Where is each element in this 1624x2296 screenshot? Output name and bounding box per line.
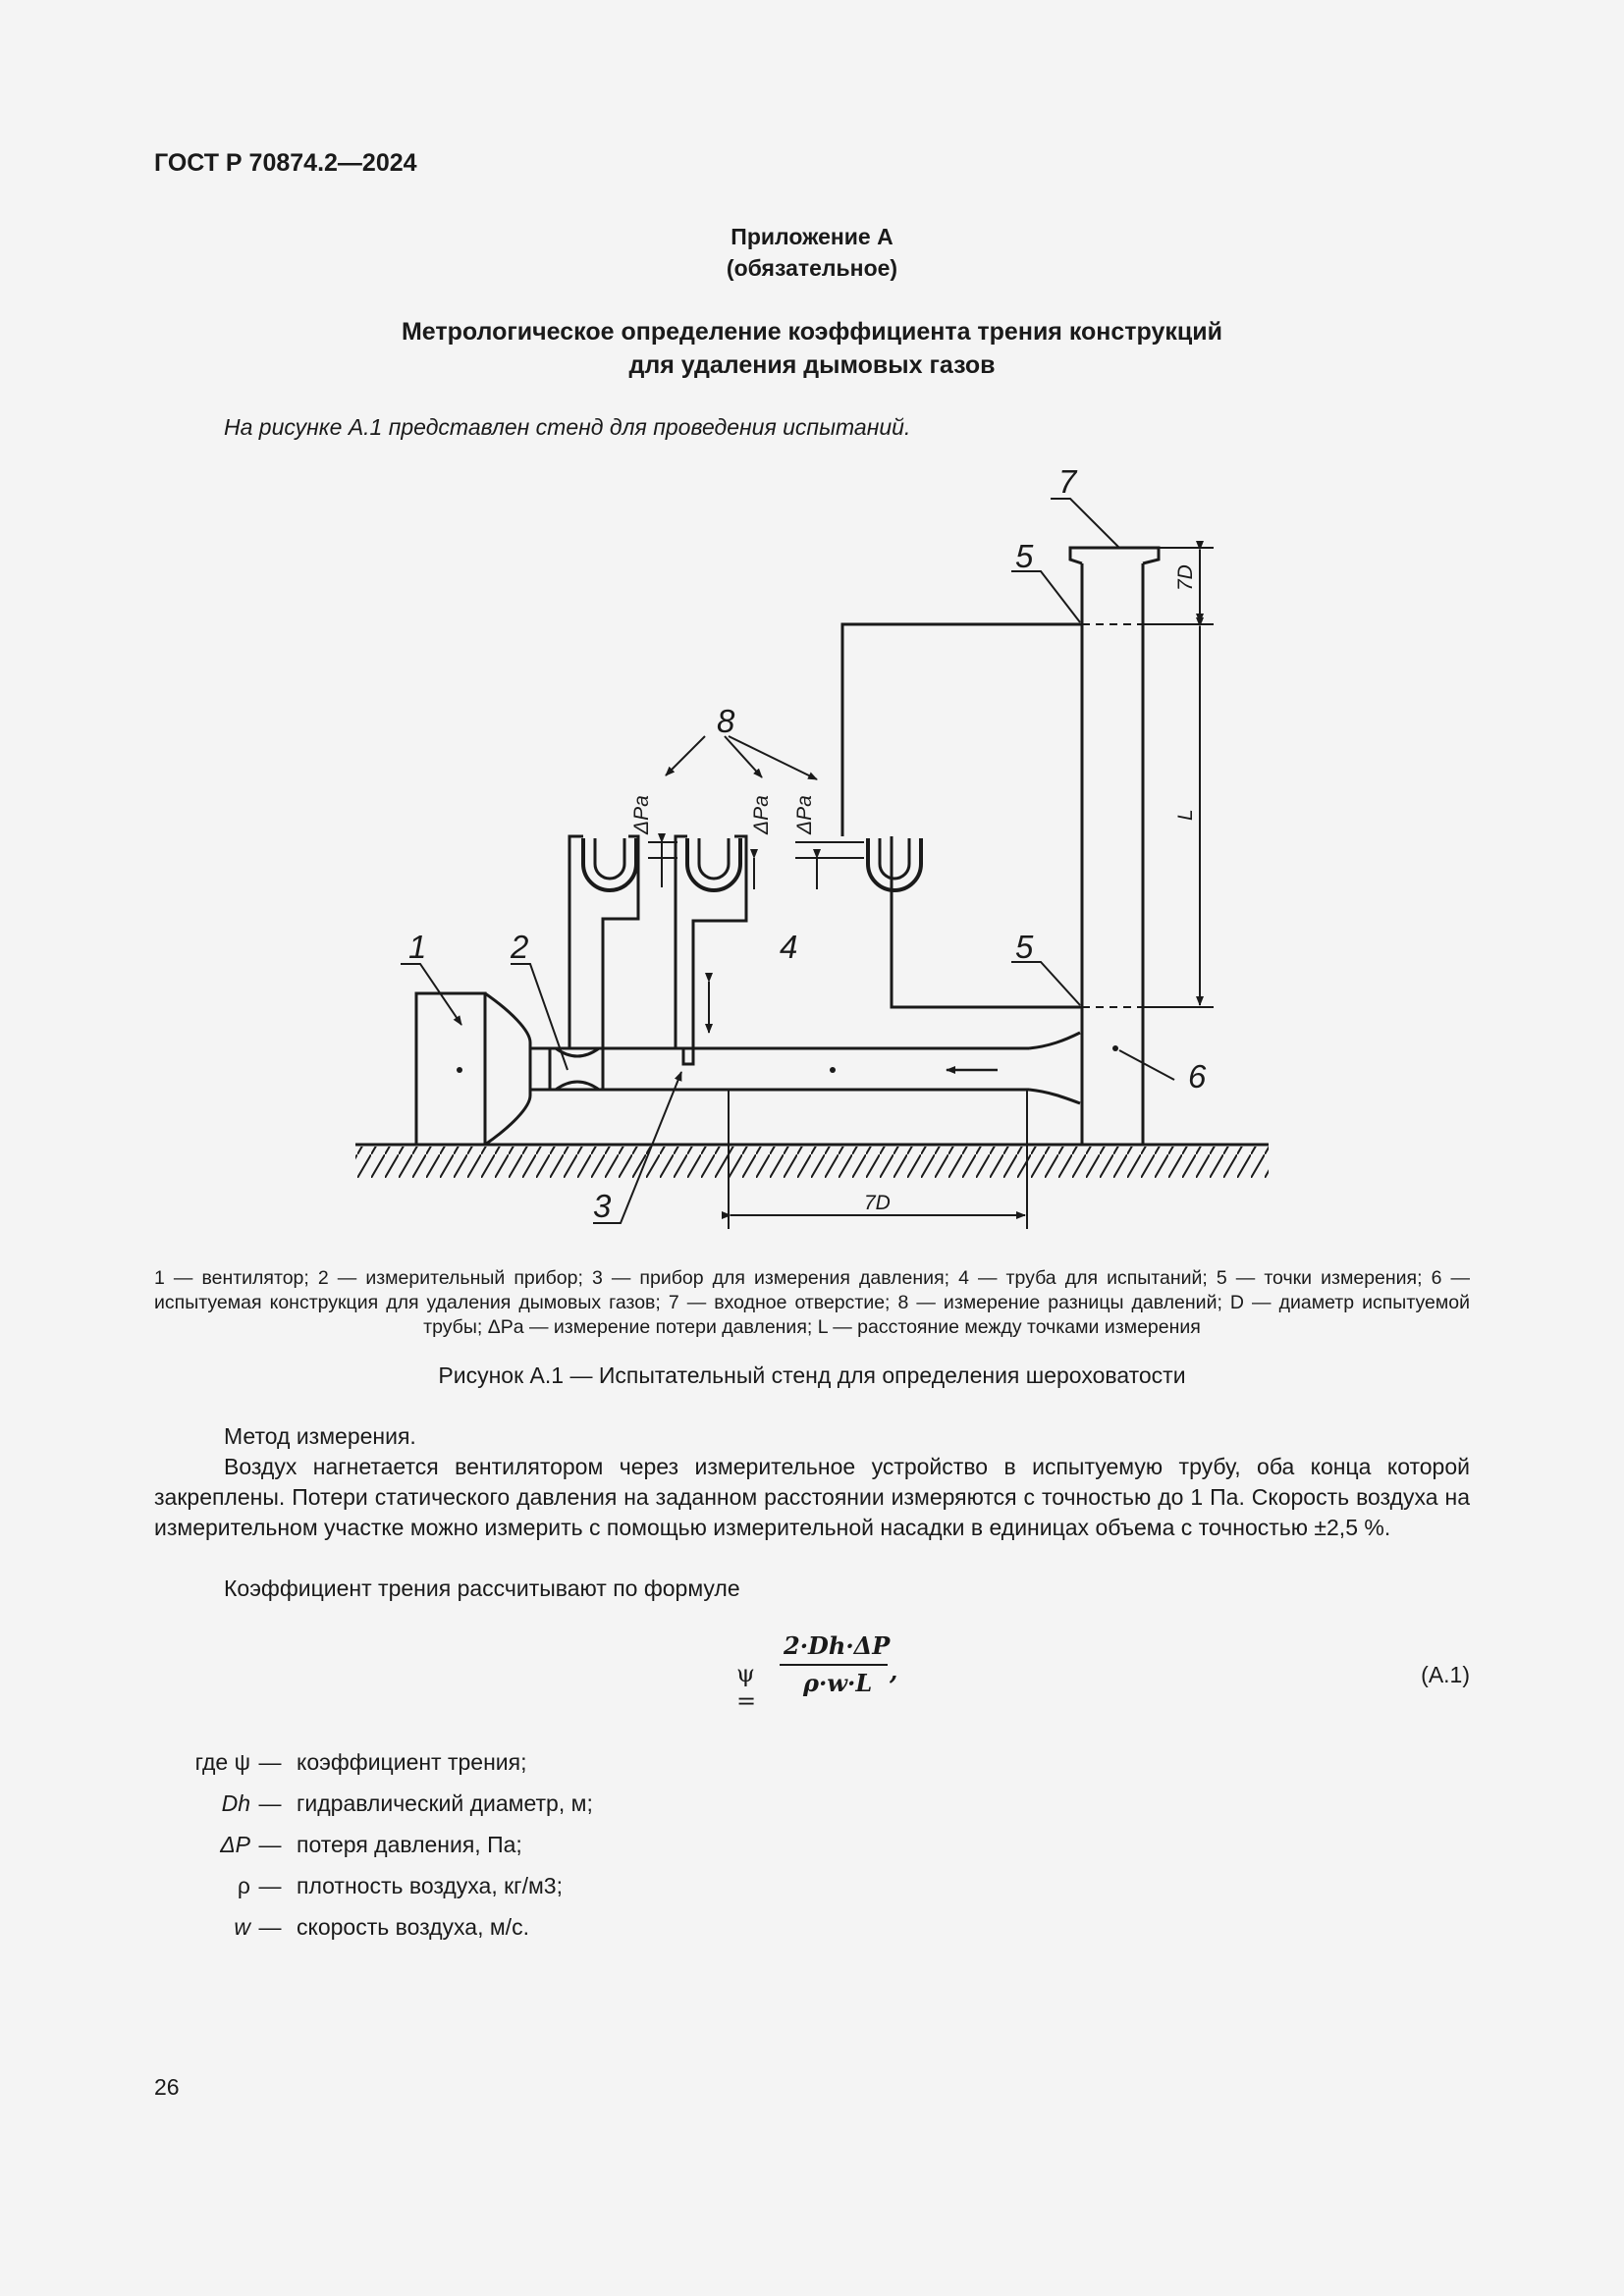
- pressure-probe: [683, 1048, 693, 1064]
- where-symbol: w: [234, 1914, 250, 1940]
- appendix-title-line2: для удаления дымовых газов: [628, 351, 996, 379]
- callout-4: 4: [780, 929, 798, 965]
- tap-tube-1: [569, 836, 638, 1048]
- where-text: плотность воздуха, кг/м3;: [297, 1873, 563, 1898]
- intro-text: На рисунке А.1 представлен стенд для проведения испытаний.: [224, 414, 911, 440]
- connector-line: [842, 624, 1082, 1007]
- formula-intro: Коэффициент трения рассчитывают по формуле: [224, 1575, 740, 1601]
- document-header: ГОСТ Р 70874.2—2024: [154, 149, 417, 177]
- method-heading: Метод измерения.: [224, 1423, 416, 1449]
- dim-label-7d-bottom: 7D: [864, 1192, 891, 1214]
- where-text: скорость воздуха, м/с.: [297, 1914, 529, 1940]
- fraction-bar: [780, 1664, 888, 1666]
- where-symbol: где ψ: [194, 1749, 250, 1775]
- manometer-2: [687, 838, 740, 890]
- appendix-status: (обязательное): [726, 255, 898, 281]
- where-symbol: ΔP: [220, 1832, 250, 1857]
- inlet-bellmouth: [1070, 548, 1159, 563]
- dp-label-2: ΔPa: [750, 795, 773, 834]
- formula-number: (А.1): [1421, 1662, 1470, 1687]
- appendix-label: Приложение А: [731, 224, 893, 249]
- where-text: гидравлический диаметр, м;: [297, 1790, 593, 1816]
- appendix-title-line1: Метрологическое определение коэффициента трения конструкций: [401, 318, 1223, 346]
- formula-lhs: ψ =: [736, 1660, 757, 1715]
- figure-caption: Рисунок А.1 — Испытательный стенд для определения шероховатости: [438, 1362, 1186, 1388]
- callout-6: 6: [1188, 1058, 1207, 1095]
- where-symbol: Dh: [221, 1790, 250, 1816]
- dim-label-7d-top: 7D: [1174, 564, 1197, 591]
- fan-body: [416, 993, 485, 1145]
- callout-5-bottom: 5: [1015, 929, 1034, 965]
- formula-numerator: 2·Dh·ΔP: [784, 1631, 891, 1660]
- page-number: 26: [154, 2074, 180, 2100]
- callout-3: 3: [593, 1188, 612, 1224]
- method-paragraph: Воздух нагнетается вентилятором через измерительное устройство в испытуемую трубу, оба конца которой закреплены. Потери статического давления на заданном расстоянии измеряются с точностью до 1 Па. Скорость воздуха на измерительном участке можно измерить с помощью измерительной насадки в единицах объема с точностью ±2,5 %.: [154, 1454, 1470, 1540]
- manometer-3: [868, 838, 921, 890]
- dp-label-3: ΔPa: [793, 795, 816, 834]
- ground-hatch: [355, 1147, 1269, 1178]
- callout-8: 8: [717, 703, 735, 739]
- callout-1: 1: [408, 929, 427, 965]
- where-text: потеря давления, Па;: [297, 1832, 522, 1857]
- figure-legend: 1 — вентилятор; 2 — измерительный прибор; 3 — прибор для измерения давления; 4 — труба для испытаний; 5 — точки измерения; 6 — испытуемая конструкция для удаления дымовых газов; 7 — входное отверстие; 8 — измерение разницы давлений; D — диаметр испытуемой трубы; ΔPa — измерение потери давления; L — расстояние между точками измерения: [154, 1267, 1470, 1338]
- dim-label-l: L: [1174, 809, 1197, 821]
- callout-2: 2: [511, 929, 529, 965]
- formula-denominator: ρ·w·L: [803, 1669, 873, 1697]
- callout-7: 7: [1058, 463, 1077, 500]
- where-symbol: ρ: [237, 1873, 250, 1898]
- where-list: где ψ — коэффициент трения; Dh — гидравлический диаметр, м; ΔP — потеря давления, Па; ρ — плотность воздуха, кг/м3; w — скорость воздуха, м/с.: [154, 1749, 940, 1946]
- fan-housing: [485, 993, 530, 1145]
- callout-5-top: 5: [1015, 538, 1034, 574]
- where-text: коэффициент трения;: [297, 1749, 527, 1775]
- dp-label-1: ΔPa: [630, 795, 653, 834]
- manometer-1: [583, 838, 636, 890]
